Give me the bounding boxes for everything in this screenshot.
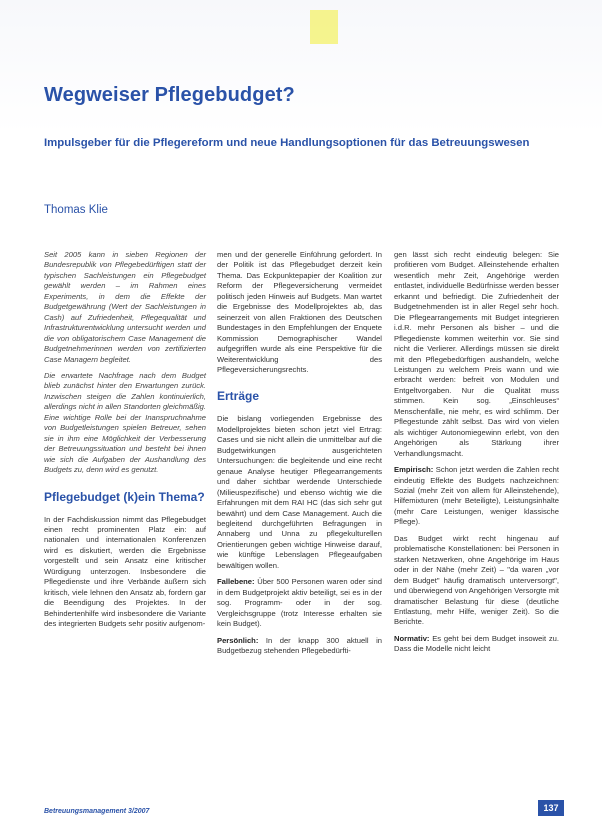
page-number: 137: [538, 800, 564, 816]
journal-footer: Betreuungsmanagement 3/2007: [44, 808, 150, 815]
body-paragraph: Die bislang vorliegenden Ergebnisse des Modellprojektes bieten schon jetzt viel Ertrag: Cases und sie nicht allein die unmittelbar auf die Budgetwirkungen ausgerichteten Untersuchungen: die begleitende und eine recht genaue Analyse heutiger Pflegearrangements und daher sichtbar werdende Unterschiede (Milieuspezifische) und ebenso wichtig wie die Erfahrungen mit dem RAI HC (das sich sehr gut bewährt) und dem Case Management. Auch die begleitend durchgeführten Befragungen in Annaberg und Unna zu pflegekulturellen Orientierungen geben wichtige Hinweise darauf, wie künftige Lebenslagen Pflegeaufgaben bewältigen wollen.: [217, 414, 382, 570]
body-paragraph: Das Budget wirkt recht hingenau auf problematische Konstellationen: bei Personen in starken Netzwerken, ohne Angehörige im Haus oder in der Nähe (mehr Zeit) – "da waren „vor dem Budget" häufig dramatisch unterversorgt", und überwiegend von Angehörigen Versorgte mit dramatischer Belastung für diese (deutliche Entlastung, mehr Hilfe, weniger Zeit). So die Berichte.: [394, 533, 559, 627]
paragraph-text: In der knapp 300 aktuell in Budgetbezug stehenden Pflegebedürfti-: [217, 635, 382, 655]
body-paragraph: men und der generelle Einführung gefordert. In der Politik ist das Pflegebudget derzeit kein Thema. Das Eckpunktepapier der Koalition zur Reform der Pflegeversicherung vermeidet politisch jeden Hinweis auf Budgets. Man wartet die Ergebnisse des Modellprojektes ab, das seinerzeit von allen Fraktionen des Deutschen Bundestages in den Empfehlungen der Enquete Kommission Demographischer Wandel aufgegriffen wurde als eine Perspektive für die Weiterentwicklung des Pflegeversicherungsrechts.: [217, 250, 382, 374]
column-2: [217, 250, 382, 662]
paragraph-lead: Normativ:: [394, 633, 430, 643]
body-paragraph: [394, 634, 559, 655]
section-heading-pflegebudget: Pflegebudget (k)ein Thema?: [44, 489, 205, 504]
column-1: [44, 250, 206, 636]
column-3: [394, 250, 559, 661]
intro-paragraph: Seit 2005 kann in sieben Regionen der Bundesrepublik von Pflegebedürftigen statt der typischen Sachleistungen ein Pflegebudget gewählt werden – im Rahmen eines Experiments, in dem die Effekte der Budgetgewährung (Wert der Sachleistungen in Cash) auf Zufriedenheit, Pflegequalität und Infrastrukturentwicklung untersucht werden und die von obligatorischem Case Management die Budgetnehmerinnen werden von zertifizierten Case Managern begleitet.: [44, 250, 206, 364]
body-paragraph: [217, 636, 382, 657]
article-subtitle: Impulsgeber für die Pflegereform und neue Handlungsoptionen für das Betreuungswesen: [44, 137, 530, 149]
body-paragraph: In der Fachdiskussion nimmt das Pflegebudget einen recht prominenten Platz ein: auf nationalen und internationalen Konferenzen wird es diskutiert, werden die Ergebnisse vorgestellt und sein Ansatz eine kritischer Würdigung unterzogen. Insbesondere die Pflegedienste und ihre Verbände äußern sich kritisch, viele lehnen den Ansatz ab, fordern gar die Beendigung des Projektes. In der Behindertenhilfe wird insbesondere die Variante des integrierten Budgets sehr positiv aufgenom-: [44, 514, 206, 629]
body-paragraph: [217, 577, 382, 629]
yellow-tab-marker: [310, 10, 338, 44]
body-paragraph: gen lässt sich recht eindeutig belegen: Sie profitieren vom Budget. Alleinstehende erhalten wesentlich mehr Zeit, Angehörige werden entlastet, individuelle Bedürfnisse werden besser erkannt und befriedigt. Die Zufriedenheit der Budgetnehmenden ist in aller Regel sehr hoch. Die Pflegearrangements mit Budget integrieren i.d.R. mehr Personen als bisher – und die Pflegedienste kommen weiterhin vor. Sie sind nicht die Verlierer. Allerdings müssen sie direkt mit den Pflegebedürftigen aushandeln, welche Leistungen zu welchem Preis wann und wie erbracht werden: befreit von Modulen und Entgeltvorgaben. Nur die Qualität muss stimmen. Kein sog. „Einschleuses“ Menschenfälle, nie mehr, es wird schlimm. Der Pflegestunde zählt selbst. Das wird von vielen als wichtiger Autonomiegewinn erlebt, von den Angehörigen als Stärkung ihrer Verhandlungsmacht.: [394, 250, 559, 458]
section-heading-ertraege: Erträge: [217, 389, 260, 404]
paragraph-text: Über 500 Personen waren oder sind in dem Budgetprojekt aktiv beteiligt, sei es in der sog. Programm- oder in der sog. Vergleichsgruppe (trotz Interesse erhalten sie kein Budget).: [217, 577, 382, 629]
body-paragraph: [394, 465, 559, 528]
intro-paragraph-2: Die erwartete Nachfrage nach dem Budget blieb zunächst hinter den Erwartungen zurück. Inzwischen steigen die Zahlen kontinuierlich, allerdings nicht in allen Standorten gleichmäßig. Eine wichtige Rolle bei der Inanspruchnahme von Budgetleistungen spielen Betreuer, sehen sie in ihm eine Möglichkeit der Verbesserung der Betreuungssituation und besteht bei ihnen wie sich die Aufgaben der Aushandlung des Budgets zu, denn wird es genutzt.: [44, 370, 206, 475]
paragraph-lead: Empirisch:: [394, 465, 434, 475]
paragraph-lead: Persönlich:: [217, 635, 259, 645]
paragraph-lead: Fallebene:: [217, 577, 255, 587]
article-title: Wegweiser Pflegebudget?: [44, 84, 295, 106]
paragraph-text: Es geht bei dem Budget insoweit zu. Dass die Modelle nicht leicht: [394, 633, 559, 654]
article-author: Thomas Klie: [44, 204, 108, 216]
paragraph-text: Schon jetzt werden die Zahlen recht eindeutig Effekte des Budgets nachzeichnen: Sozial (mehr Zeit von allem für Alleinstehende), Hilfemixturen (mehr Beteiligte), Leistungsinhalte (mehr Care Leistungen, weniger klassische Pflege).: [394, 465, 559, 527]
